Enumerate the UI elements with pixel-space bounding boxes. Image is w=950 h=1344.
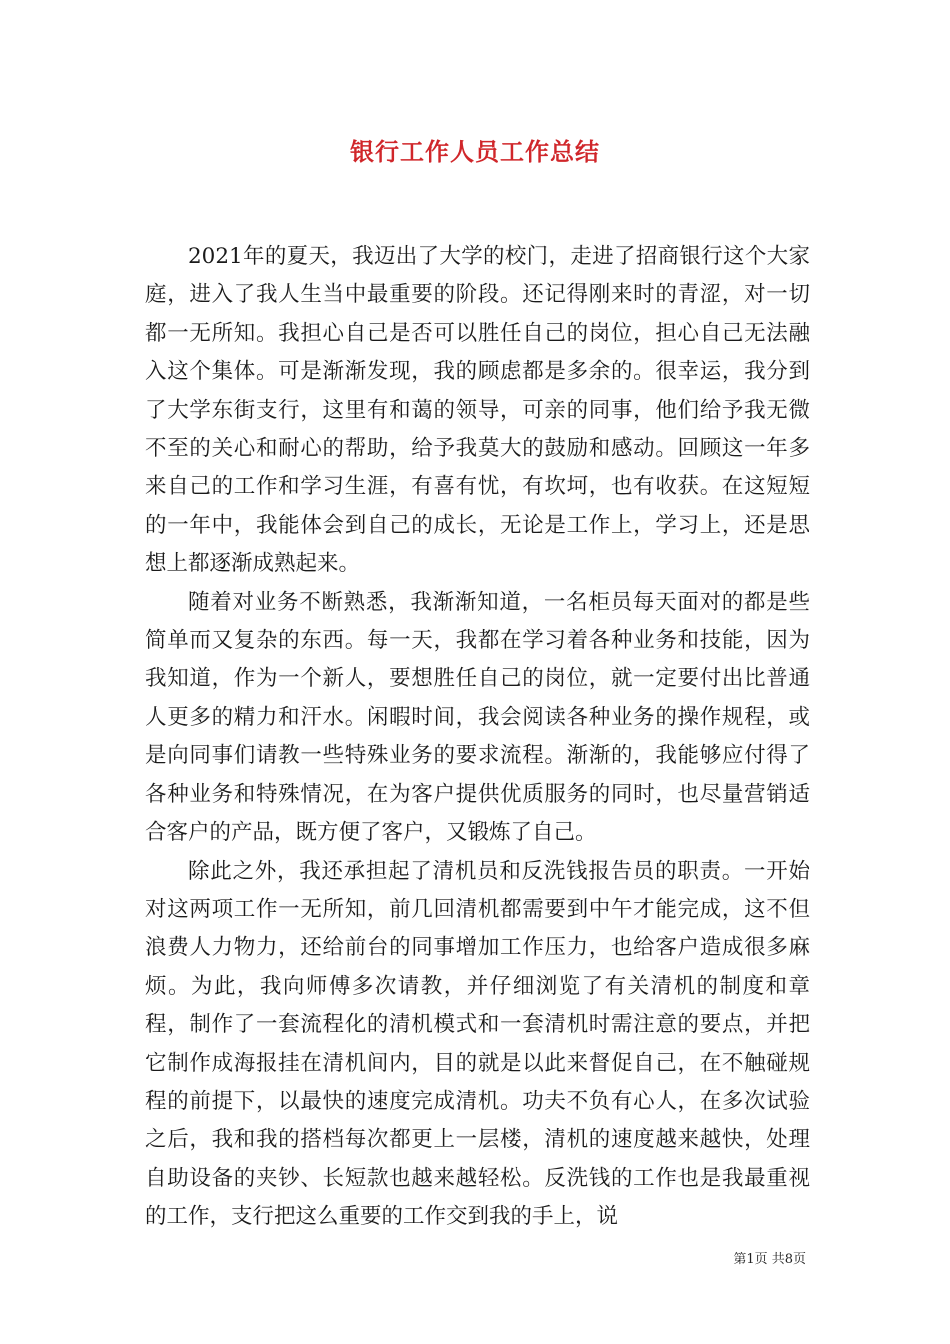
paragraph-3: 除此之外，我还承担起了清机员和反洗钱报告员的职责。一开始对这两项工作一无所知，前几回清机都需要到中午才能完成，这不但浪费人力物力，还给前台的同事增加工作压力，也给客户造成很多麻烦。为此，我向师傅多次请教，并仔细浏览了有关清机的制度和章程，制作了一套流程化的清机模式和一套清机时需注意的要点，并把它制作成海报挂在清机间内，目的就是以此来督促自己，在不触碰规程的前提下，以最快的速度完成清机。功夫不负有心人，在多次试验之后，我和我的搭档每次都更上一层楼，清机的速度越来越快，处理自助设备的夹钞、长短款也越来越轻松。反洗钱的工作也是我最重视的工作，支行把这么重要的工作交到我的手上，说 — [145, 858, 810, 1230]
paragraph-1: 2021年的夏天，我迈出了大学的校门，走进了招商银行这个大家庭，进入了我人生当中最重要的阶段。还记得刚来时的青涩，对一切都一无所知。我担心自己是否可以胜任自己的岗位，担心自己无法融入这个集体。可是渐渐发现，我的顾虑都是多余的。很幸运，我分到了大学东街支行，这里有和蔼的领导，可亲的同事，他们给予我无微不至的关心和耐心的帮助，给予我莫大的鼓励和感动。回顾这一年多来自己的工作和学习生涯，有喜有忧，有坎坷，也有收获。在这短短的一年中，我能体会到自己的成长，无论是工作上，学习上，还是思想上都逐渐成熟起来。 — [145, 244, 810, 577]
page-title: 银行工作人员工作总结 — [350, 137, 600, 166]
page-number-footer: 第1页 共8页 — [733, 1252, 806, 1267]
paragraph-2: 随着对业务不断熟悉，我渐渐知道，一名柜员每天面对的都是些简单而又复杂的东西。每一天，我都在学习着各种业务和技能，因为我知道，作为一个新人，要想胜任自己的岗位，就一定要付出比普通人更多的精力和汗水。闲暇时间，我会阅读各种业务的操作规程，或是向同事们请教一些特殊业务的要求流程。渐渐的，我能够应付得了各种业务和特殊情况，在为客户提供优质服务的同时，也尽量营销适合客户的产品，既方便了客户，又锻炼了自己。 — [145, 589, 810, 846]
document-body — [145, 238, 810, 1237]
